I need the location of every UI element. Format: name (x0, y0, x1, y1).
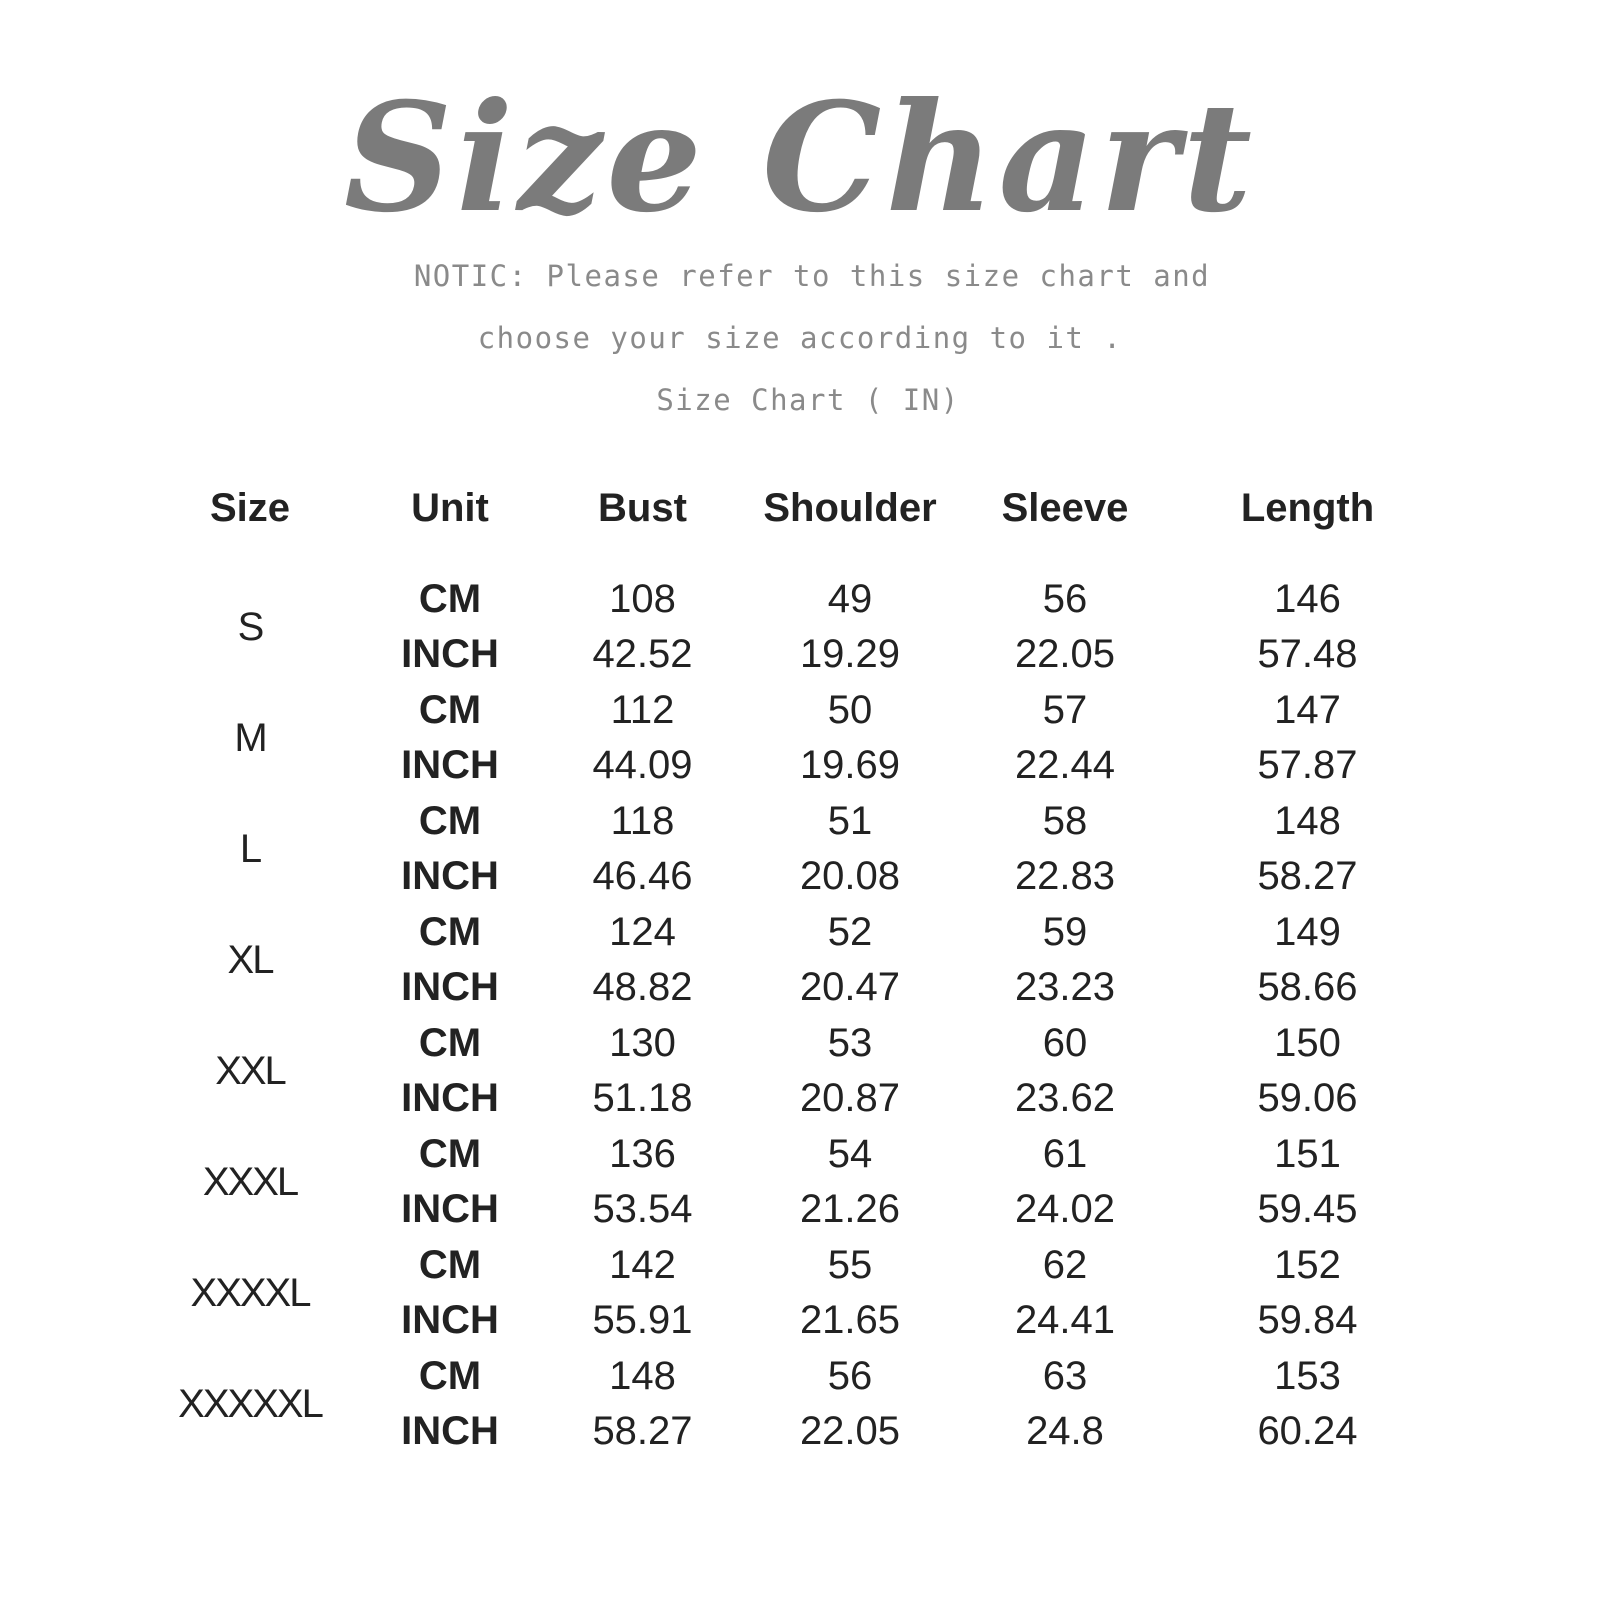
header-bust: Bust (598, 486, 687, 530)
length-value: 58.27 (1257, 854, 1358, 899)
length-value: 57.87 (1257, 743, 1358, 788)
table-row (150, 904, 1450, 960)
unit-cm: CM (418, 576, 482, 621)
bust-value: 58.27 (592, 1409, 693, 1454)
header-spacer (150, 537, 1450, 571)
shoulder-value: 19.29 (799, 632, 901, 677)
size-table (150, 480, 1450, 1459)
size-label: XXXXL (190, 1270, 310, 1315)
sleeve-value: 24.02 (1014, 1187, 1116, 1232)
shoulder-value: 21.26 (799, 1187, 901, 1232)
sleeve-value: 62 (1042, 1242, 1088, 1287)
bust-value: 42.52 (592, 632, 693, 677)
unit-inch: INCH (401, 1187, 499, 1232)
sleeve-value: 22.44 (1014, 743, 1116, 788)
bust-value: 118 (610, 798, 675, 843)
header-length: Length (1240, 486, 1375, 530)
bust-value: 55.91 (592, 1298, 693, 1343)
length-value: 153 (1274, 1353, 1341, 1398)
header-size: Size (209, 486, 291, 530)
bust-value: 108 (609, 576, 676, 621)
length-value: 59.06 (1257, 1076, 1358, 1121)
size-label: M (234, 715, 266, 760)
length-value: 57.48 (1257, 632, 1358, 677)
sleeve-value: 56 (1042, 576, 1088, 621)
bust-value: 112 (610, 687, 675, 732)
size-label: S (237, 604, 263, 649)
sleeve-value: 24.8 (1026, 1409, 1104, 1454)
size-label: XXXL (202, 1159, 298, 1204)
sleeve-value: 59 (1042, 909, 1088, 954)
unit-inch: INCH (401, 1076, 499, 1121)
bust-value: 148 (609, 1353, 676, 1398)
unit-inch: INCH (401, 1298, 499, 1343)
table-row (150, 1015, 1450, 1071)
unit-inch: INCH (401, 965, 499, 1010)
bust-value: 142 (609, 1242, 676, 1287)
unit-cm: CM (418, 1242, 482, 1287)
sleeve-value: 24.41 (1014, 1298, 1116, 1343)
table-header-row (150, 480, 1450, 537)
length-value: 150 (1274, 1020, 1341, 1065)
size-label: XXL (215, 1048, 285, 1093)
length-value: 151 (1274, 1131, 1341, 1176)
bust-value: 53.54 (592, 1187, 693, 1232)
length-value: 148 (1274, 798, 1341, 843)
bust-value: 51.18 (592, 1076, 693, 1121)
shoulder-value: 20.87 (799, 1076, 901, 1121)
bust-value: 136 (609, 1131, 676, 1176)
page-title (0, 60, 1600, 260)
unit-cm: CM (418, 1020, 482, 1065)
sleeve-value: 60 (1042, 1020, 1088, 1065)
table-row (150, 1126, 1450, 1182)
shoulder-value: 20.47 (799, 965, 901, 1010)
unit-inch: INCH (401, 743, 499, 788)
shoulder-value: 22.05 (799, 1409, 901, 1454)
shoulder-value: 54 (827, 1131, 873, 1176)
unit-cm: CM (418, 687, 482, 732)
notice-line-3: Size Chart ( IN) (656, 383, 960, 417)
title-text: Size Chart (343, 70, 1257, 246)
unit-cm: CM (418, 798, 482, 843)
unit-cm: CM (418, 1353, 482, 1398)
shoulder-value: 49 (827, 576, 873, 621)
table-row (150, 571, 1450, 627)
shoulder-value: 50 (827, 687, 873, 732)
bust-value: 44.09 (592, 743, 693, 788)
sleeve-value: 23.23 (1014, 965, 1116, 1010)
table-row (150, 682, 1450, 738)
table-row (150, 793, 1450, 849)
bust-value: 48.82 (592, 965, 693, 1010)
length-value: 149 (1274, 909, 1341, 954)
size-label: XL (227, 937, 273, 982)
header-sleeve: Sleeve (1001, 486, 1129, 530)
shoulder-value: 53 (827, 1020, 873, 1065)
sleeve-value: 23.62 (1014, 1076, 1116, 1121)
shoulder-value: 51 (827, 798, 873, 843)
shoulder-value: 56 (827, 1353, 873, 1398)
unit-cm: CM (418, 1131, 482, 1176)
bust-value: 46.46 (592, 854, 693, 899)
unit-inch: INCH (401, 854, 499, 899)
size-label: L (239, 826, 261, 871)
length-value: 147 (1274, 687, 1341, 732)
sleeve-value: 61 (1042, 1131, 1088, 1176)
sleeve-value: 22.05 (1014, 632, 1116, 677)
length-value: 152 (1274, 1242, 1341, 1287)
shoulder-value: 21.65 (799, 1298, 901, 1343)
length-value: 146 (1274, 576, 1341, 621)
sleeve-value: 63 (1042, 1353, 1088, 1398)
unit-inch: INCH (401, 632, 499, 677)
shoulder-value: 55 (827, 1242, 873, 1287)
length-value: 60.24 (1257, 1409, 1358, 1454)
length-value: 59.84 (1257, 1298, 1358, 1343)
shoulder-value: 19.69 (799, 743, 901, 788)
table-row (150, 1237, 1450, 1293)
bust-value: 124 (609, 909, 676, 954)
notice-line-2: choose your size according to it . (477, 321, 1123, 355)
sleeve-value: 57 (1042, 687, 1088, 732)
shoulder-value: 52 (827, 909, 873, 954)
sleeve-value: 58 (1042, 798, 1088, 843)
header-shoulder: Shoulder (763, 486, 937, 530)
size-label: XXXXXL (178, 1381, 322, 1426)
length-value: 58.66 (1257, 965, 1358, 1010)
unit-inch: INCH (401, 1409, 499, 1454)
table-row (150, 1348, 1450, 1404)
shoulder-value: 20.08 (799, 854, 901, 899)
unit-cm: CM (418, 909, 482, 954)
length-value: 59.45 (1257, 1187, 1358, 1232)
sleeve-value: 22.83 (1014, 854, 1116, 899)
bust-value: 130 (609, 1020, 676, 1065)
notice-line-1: NOTIC: Please refer to this size chart and (413, 259, 1211, 293)
header-unit: Unit (411, 486, 489, 530)
